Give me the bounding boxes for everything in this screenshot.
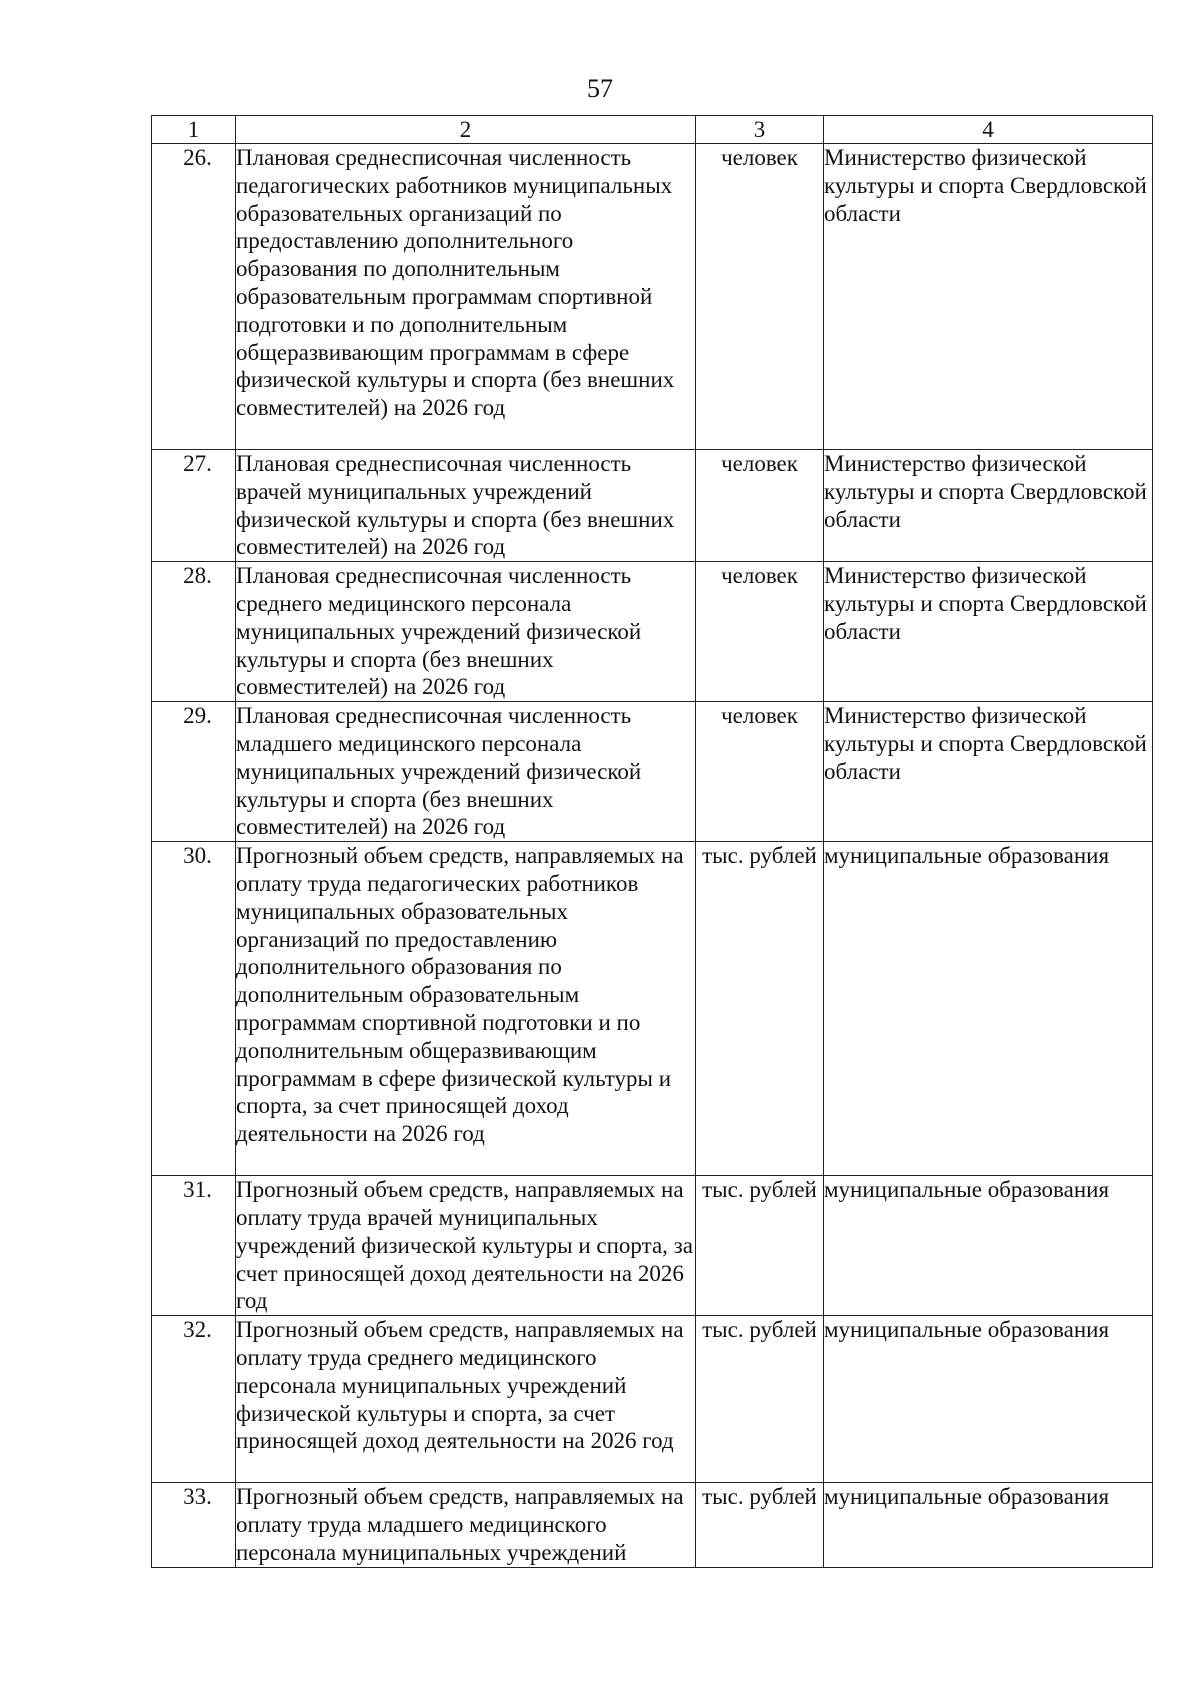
unit-of-measure: тыс. рублей: [696, 1316, 824, 1483]
indicator-name: Плановая среднесписочная численность среднего медицинского персонала муниципальных учреждений физической культуры и спорта (без внешних совместителей) на 2026 год: [236, 562, 696, 702]
unit-of-measure: тыс. рублей: [696, 1176, 824, 1316]
indicators-table: [151, 115, 1153, 1568]
data-source: Министерство физической культуры и спорта Свердловской области: [824, 702, 1153, 842]
data-source: Министерство физической культуры и спорта Свердловской области: [824, 450, 1153, 562]
column-header-3: 3: [696, 116, 824, 144]
column-header-2: 2: [236, 116, 696, 144]
data-source: муниципальные образования: [824, 1316, 1153, 1483]
table-row: [152, 1316, 1153, 1483]
table-row: [152, 1483, 1153, 1567]
data-source: Министерство физической культуры и спорта Свердловской области: [824, 562, 1153, 702]
data-source: Министерство физической культуры и спорта Свердловской области: [824, 144, 1153, 450]
unit-of-measure: человек: [696, 562, 824, 702]
table-row: [152, 842, 1153, 1176]
indicator-name: Плановая среднесписочная численность врачей муниципальных учреждений физической культуры и спорта (без внешних совместителей) на 2026 год: [236, 450, 696, 562]
table-row: [152, 144, 1153, 450]
indicator-name: Прогнозный объем средств, направляемых на оплату труда врачей муниципальных учреждений физической культуры и спорта, за счет приносящей доход деятельности на 2026 год: [236, 1176, 696, 1316]
table-header-row: [152, 116, 1153, 144]
table-row: [152, 562, 1153, 702]
page-number: 57: [587, 74, 613, 103]
table-row: [152, 1176, 1153, 1316]
data-source: муниципальные образования: [824, 1176, 1153, 1316]
unit-of-measure: человек: [696, 450, 824, 562]
row-number: 26.: [183, 145, 212, 170]
indicator-name: Плановая среднесписочная численность педагогических работников муниципальных образовательных организаций по предоставлению дополнительного образования по дополнительным образовательным программам спортивной подготовки и по дополнительным общеразвивающим программам в сфере физической культуры и спорта (без внешних совместителей) на 2026 год: [236, 144, 696, 450]
data-source: муниципальные образования: [824, 1483, 1153, 1567]
row-number: 29.: [183, 703, 212, 729]
row-number: 31.: [183, 1177, 212, 1203]
indicator-name: Прогнозный объем средств, направляемых на оплату труда среднего медицинского персонала муниципальных учреждений физической культуры и спорта, за счет приносящей доход деятельности на 2026 год: [236, 1316, 696, 1483]
table-row: [152, 702, 1153, 842]
data-source: муниципальные образования: [824, 842, 1153, 1176]
unit-of-measure: человек: [696, 702, 824, 842]
indicator-name: Прогнозный объем средств, направляемых на оплату труда младшего медицинского персонала муниципальных учреждений: [236, 1483, 696, 1567]
row-number: 28.: [183, 563, 212, 589]
row-number: 30.: [183, 843, 212, 869]
column-header-1: 1: [152, 116, 236, 144]
indicator-name: Плановая среднесписочная численность младшего медицинского персонала муниципальных учреждений физической культуры и спорта (без внешних совместителей) на 2026 год: [236, 702, 696, 842]
indicator-name: Прогнозный объем средств, направляемых на оплату труда педагогических работников муниципальных образовательных организаций по предоставлению дополнительного образования по дополнительным образовательным программам спортивной подготовки и по дополнительным общеразвивающим программам в сфере физической культуры и спорта, за счет приносящей доход деятельности на 2026 год: [236, 842, 696, 1176]
row-number: 32.: [183, 1317, 212, 1343]
unit-of-measure: человек: [696, 144, 824, 450]
unit-of-measure: тыс. рублей: [696, 842, 824, 1176]
row-number: 27.: [183, 451, 212, 476]
unit-of-measure: тыс. рублей: [696, 1483, 824, 1567]
table-row: [152, 450, 1153, 562]
column-header-4: 4: [824, 116, 1153, 144]
row-number: 33.: [183, 1484, 212, 1510]
